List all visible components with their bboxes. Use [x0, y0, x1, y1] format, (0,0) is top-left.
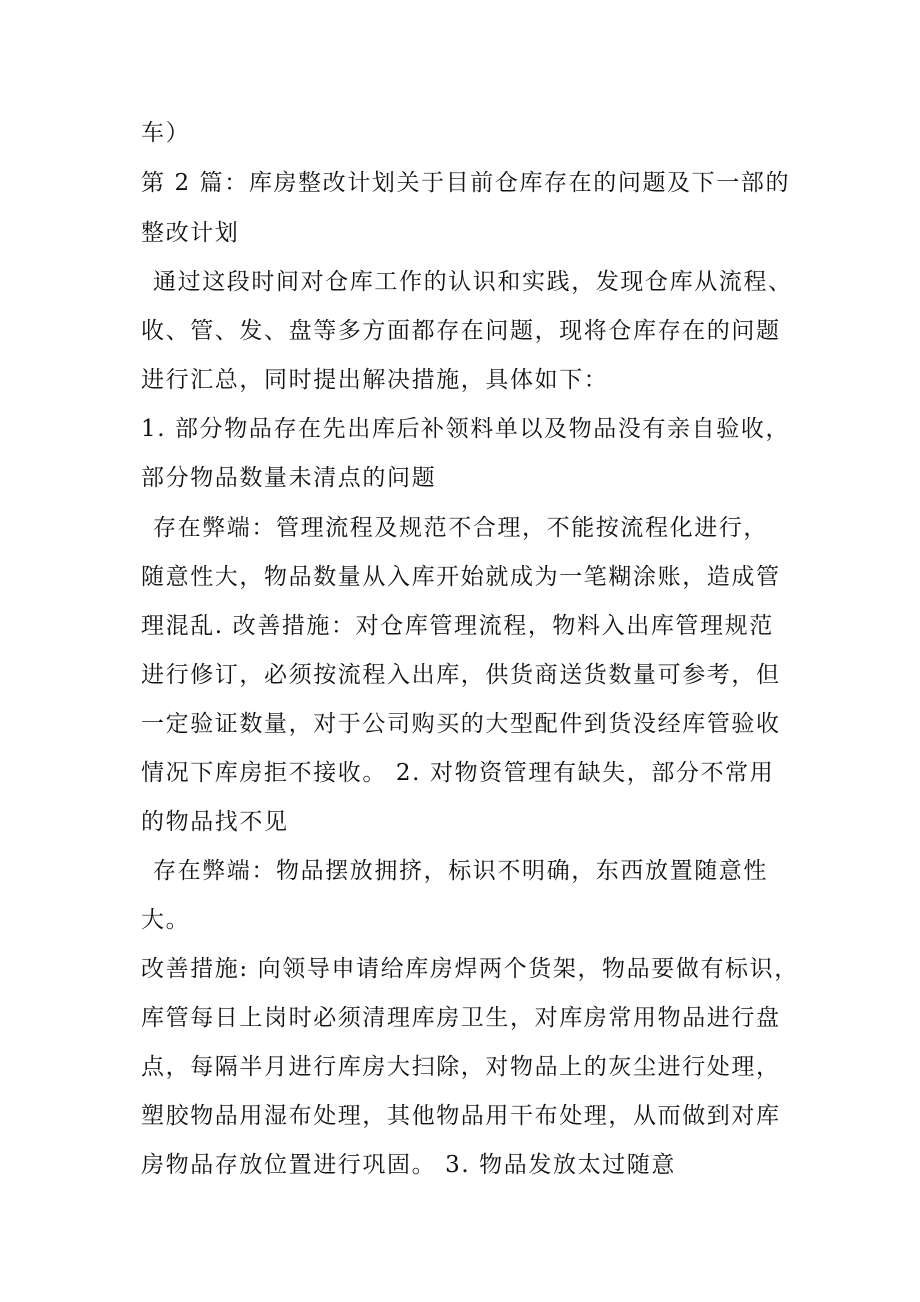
item-2-title-line-2: 的物品找不见 [141, 809, 289, 835]
item-1-body-line-4: 进行修订，必须按流程入出库，供货商送货数量可参考，但 [141, 662, 781, 688]
item-2-remedy-line-1: 改善措施: 向领导申请给库房焊两个货架，物品要做有标识， [141, 956, 799, 982]
item-1-body-line-6: 情况下库房拒不接收。 2. 对物资管理有缺失，部分不常用 [141, 760, 775, 786]
item-2-remedy-line-3: 点，每隔半月进行库房大扫除，对物品上的灰尘进行处理， [141, 1054, 781, 1080]
item-1-title-line-2: 部分物品数量未清点的问题 [141, 465, 437, 491]
item-1-body-line-1: 存在弊端：管理流程及规范不合理，不能按流程化进行， [153, 515, 768, 541]
section-heading-line-2: 整改计划 [141, 220, 240, 246]
intro-paragraph-line-2: 收、管、发、盘等多方面都存在问题，现将仓库存在的问题 [141, 318, 781, 344]
section-heading-line-1: 第 2 篇：库房整改计划关于目前仓库存在的问题及下一部的 [141, 170, 791, 196]
item-2-body-line-2: 大。 [141, 907, 191, 933]
item-2-body-line-1: 存在弊端：物品摆放拥挤，标识不明确，东西放置随意性 [153, 858, 768, 884]
item-1-body-line-3: 理混乱. 改善措施：对仓库管理流程，物料入出库管理规范 [141, 613, 774, 639]
intro-paragraph-line-3: 进行汇总，同时提出解决措施，具体如下： [141, 367, 609, 393]
item-2-remedy-line-2: 库管每日上岗时必须清理库房卫生，对库房常用物品进行盘 [141, 1005, 781, 1031]
item-1-body-line-2: 随意性大，物品数量从入库开始就成为一笔糊涂账，造成管 [141, 564, 781, 590]
item-1-body-line-5: 一定验证数量，对于公司购买的大型配件到货没经库管验收 [141, 711, 781, 737]
text-line-1: 车） [141, 120, 191, 146]
item-1-title-line-1: 1. 部分物品存在先出库后补领料单以及物品没有亲自验收， [141, 416, 791, 442]
item-2-remedy-line-5: 房物品存放位置进行巩固。 3. 物品发放太过随意 [141, 1152, 676, 1178]
item-2-remedy-line-4: 塑胶物品用湿布处理，其他物品用干布处理，从而做到对库 [141, 1103, 781, 1129]
intro-paragraph-line-1: 通过这段时间对仓库工作的认识和实践，发现仓库从流程、 [153, 269, 793, 295]
